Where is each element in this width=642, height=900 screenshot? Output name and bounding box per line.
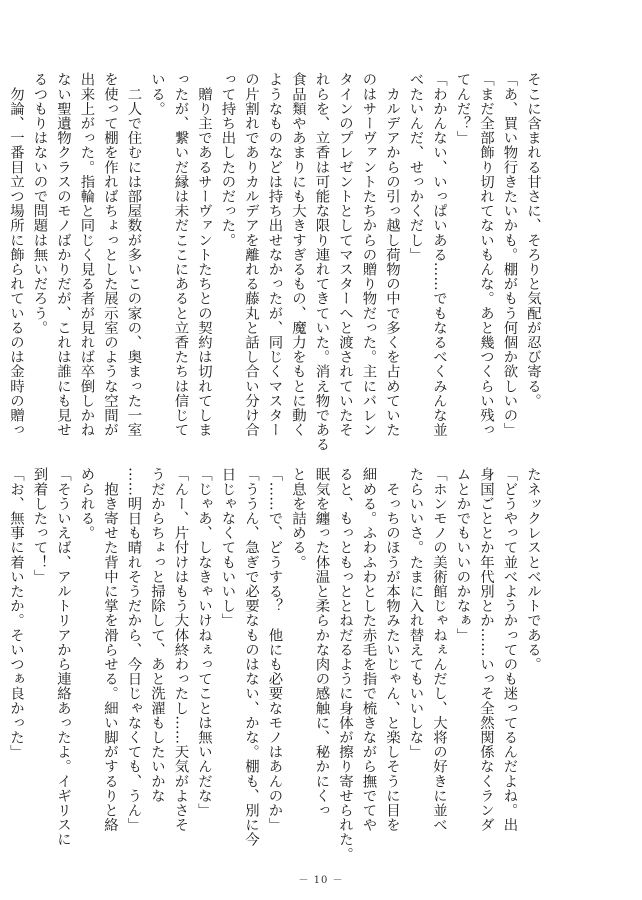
text-line: 「ホンモノの美術館じゃねぇんだし、大将の好きに並べ bbox=[431, 467, 447, 832]
text-line: 出来上がった。指輪と同じく見る者が見れば卒倒しかね bbox=[78, 72, 95, 437]
text-line: 「わかんない、いっぱいある……でもなるべくみんな並 bbox=[431, 72, 447, 437]
text-line: 抱き寄せた背中に掌を滑らせる。細い脚がするりと絡 bbox=[102, 467, 118, 832]
text-line: められる。 bbox=[78, 467, 95, 540]
text-line: タインのプレゼントとしてマスターへと渡されていたそ bbox=[337, 72, 353, 437]
text-line: って持ち出したのだった。 bbox=[219, 72, 236, 248]
text-line: 「んー、片付けはもう大体終わったし……天気がよさそ bbox=[172, 467, 189, 832]
text-line: のはサーヴァントたちからの贈り物だった。主にバレン bbox=[360, 72, 377, 437]
text-line: 「ううん、急ぎで必要なものはない、かな。棚も、別に今 bbox=[243, 467, 259, 847]
text-line: 贈り主であるサーヴァントたちとの契約は切れてしま bbox=[196, 72, 212, 437]
text-line: 眠気を纏った体温と柔らかな肉の感触に、秘かにくっ bbox=[313, 467, 330, 818]
text-line: 勿論、一番目立つ場所に飾られているのは金時の贈っ bbox=[8, 72, 24, 437]
text-line: 「そういえば、アルトリアから連絡あったよ。イギリスに bbox=[55, 467, 71, 847]
text-line: べたいんだ、せっかくだし」 bbox=[407, 72, 424, 262]
text-line: 「あ、買い物行きたいかも。棚がもう何個か欲しいの」 bbox=[501, 72, 518, 437]
text-line: 「……で、どうする？ 他にも必要なモノはあんのか」 bbox=[266, 467, 283, 832]
text-line: 身国ごととか年代別とか……いっそ全然関係なくランダ bbox=[478, 467, 494, 832]
text-line: ったが、繋いだ縁は未だここにあると立香たちは信じて bbox=[172, 72, 189, 437]
text-line: ようなものなどは持ち出せなかったが、同じくマスター bbox=[266, 72, 283, 437]
text-line: 「じゃあ、しなきゃいけねぇってことは無いんだな」 bbox=[196, 467, 212, 818]
text-line: たらいいさ。たまに入れ替えてもいいしな」 bbox=[407, 467, 424, 759]
text-line: そこに含まれる甘さに、そろりと気配が忍び寄る。 bbox=[525, 72, 541, 408]
text-line: 「どうやって並べようかってのも迷ってるんだよね。出 bbox=[501, 467, 518, 832]
text-line: カルデアからの引っ越し荷物の中で多くを占めていた bbox=[384, 72, 400, 437]
text-line: ……明日も晴れそうだから、今日じゃなくても、うん」 bbox=[125, 467, 142, 832]
text-line: ると、もっともっととねだるように身体が擦り寄せられた。 bbox=[337, 467, 353, 862]
text-line: うだからちょっと掃除して、あと洗濯もしたいかな bbox=[149, 467, 165, 803]
text-line: 二人で住むには部屋数が多いこの家の、奥まった一室 bbox=[125, 72, 142, 437]
text-line: 食品類やあまりにも大きすぎるもの、魔力をもとに動く bbox=[290, 72, 306, 437]
text-line: 日じゃなくてもいいし」 bbox=[219, 467, 236, 628]
text-line: たネックレスとベルトである。 bbox=[525, 467, 541, 672]
text-line: の片割れでありカルデアを離れる藤丸と話し合い分け合 bbox=[243, 72, 259, 437]
text-line: るつもりはないので問題は無いだろう。 bbox=[31, 72, 48, 335]
text-line: いる。 bbox=[149, 72, 165, 116]
text-line: を使って棚を作ればちょっとした展示室のような空間が bbox=[102, 72, 118, 437]
text-line: れらを、立香は可能な限り連れてきていた。消え物である bbox=[313, 72, 330, 452]
text-line: そっちのほうが本物みたいじゃん、と楽しそうに目を bbox=[384, 467, 400, 832]
text-line: と息を詰める。 bbox=[290, 467, 306, 570]
text-block-top bbox=[4, 72, 545, 450]
text-line: 到着したって！」 bbox=[31, 467, 48, 584]
text-line: てんだ？」 bbox=[454, 72, 471, 145]
text-block-bottom bbox=[4, 467, 545, 862]
text-line: 細める。ふわふわとした赤毛を指で梳きながら撫でてや bbox=[360, 467, 377, 832]
text-line: ない聖遺物クラスのモノばかりだが、これは誰にも見せ bbox=[55, 72, 71, 437]
text-line: ムとかでもいいのかなぁ」 bbox=[454, 467, 471, 643]
text-line: 「まだ全部飾り切れてないもんな。あと幾つくらい残っ bbox=[478, 72, 494, 437]
text-line: 「お、無事に着いたか。そいつぁ良かった」 bbox=[8, 467, 24, 759]
page-number: － 10 － bbox=[298, 875, 344, 886]
